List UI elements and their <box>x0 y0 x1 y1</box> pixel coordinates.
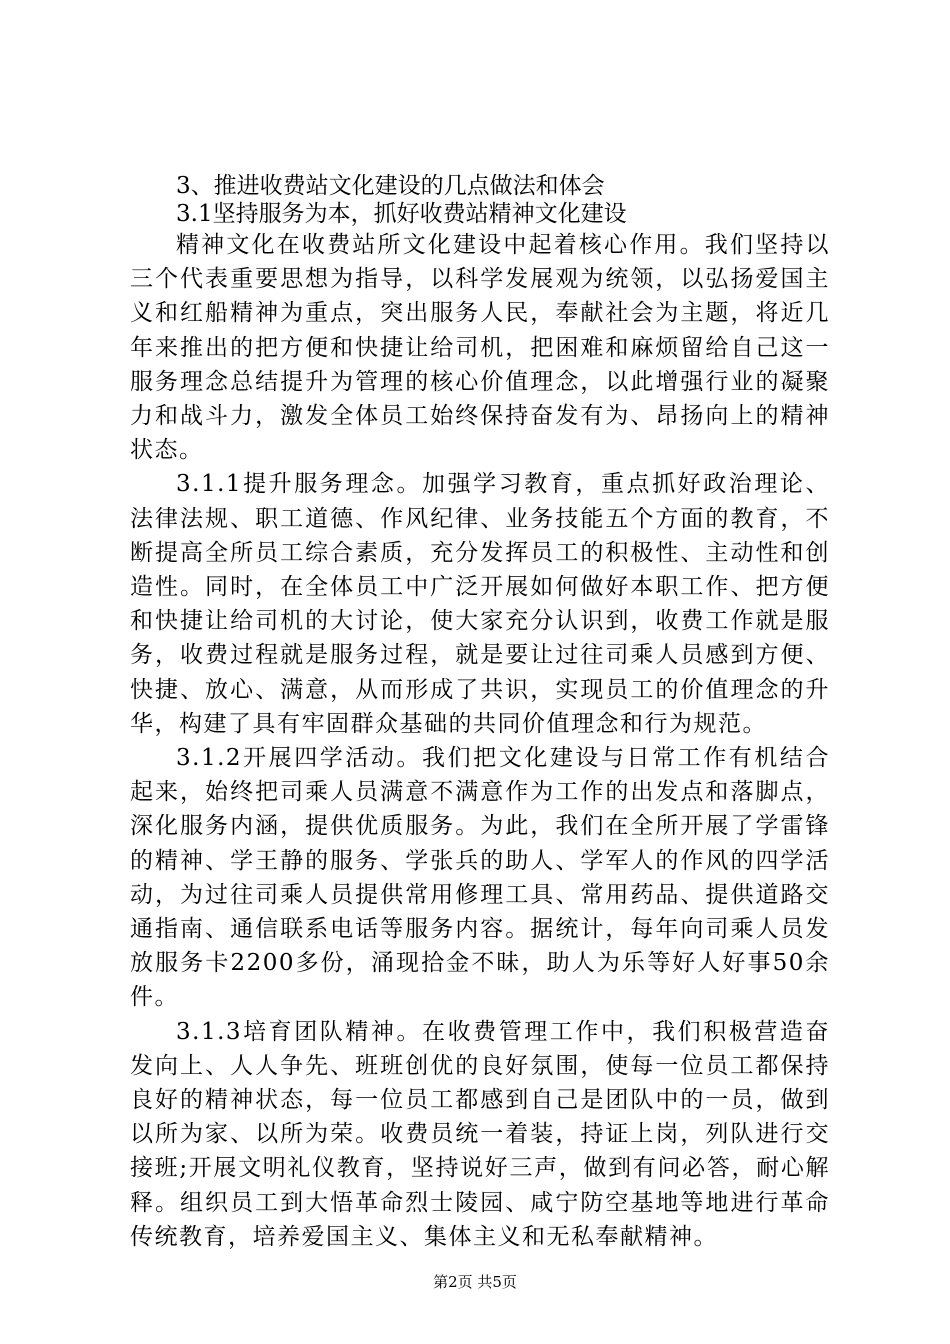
paragraph-spiritual-culture: 精神文化在收费站所文化建设中起着核心作用。我们坚持以三个代表重要思想为指导，以科学发展观为统领，以弘扬爱国主义和红船精神为重点，突出服务人民，奉献社会为主题，将近几年来推出的把方便和快捷让给司机，把困难和麻烦留给自己这一服务理念总结提升为管理的核心价值理念，以此增强行业的凝聚力和战斗力，激发全体员工始终保持奋发有为、昂扬向上的精神状态。 <box>130 232 830 464</box>
page-footer: 第2页 共5页 <box>433 1273 517 1291</box>
subsection-heading: 3.1坚持服务为本，抓好收费站精神文化建设 <box>176 201 627 227</box>
paragraph-service-concept: 3.1.1提升服务理念。加强学习教育，重点抓好政治理论、法律法规、职工道德、作风纪律、业务技能五个方面的教育，不断提高全所员工综合素质，充分发挥员工的积极性、主动性和创造性。同时，在全体员工中广泛开展如何做好本职工作、把方便和快捷让给司机的大讨论，使大家充分认识到，收费工作就是服务，收费过程就是服务过程，就是要让过往司乘人员感到方便、快捷、放心、满意，从而形成了共识，实现员工的价值理念的升华，构建了具有牢固群众基础的共同价值理念和行为规范。 <box>130 471 830 737</box>
section-heading: 3、推进收费站文化建设的几点做法和体会 <box>176 173 605 199</box>
document-body <box>130 172 830 1254</box>
paragraph-four-learnings: 3.1.2开展四学活动。我们把文化建设与日常工作有机结合起来，始终把司乘人员满意不满意作为工作的出发点和落脚点，深化服务内涵，提供优质服务。为此，我们在全所开展了学雷锋的精神、学王静的服务、学张兵的助人、学军人的作风的四学活动，为过往司乘人员提供常用修理工具、常用药品、提供道路交通指南、通信联系电话等服务内容。据统计，每年向司乘人员发放服务卡2200多份，涌现拾金不昧，助人为乐等好人好事50余件。 <box>130 745 830 1011</box>
paragraph-team-spirit: 3.1.3培育团队精神。在收费管理工作中，我们积极营造奋发向上、人人争先、班班创优的良好氛围，使每一位员工都保持良好的精神状态，每一位员工都感到自己是团队中的一员，做到以所为家、以所为荣。收费员统一着装，持证上岗，列队进行交接班;开展文明礼仪教育，坚持说好三声，做到有问必答，耐心解释。组织员工到大悟革命烈士陵园、咸宁防空基地等地进行革命传统教育，培养爱国主义、集体主义和无私奉献精神。 <box>130 1018 830 1250</box>
